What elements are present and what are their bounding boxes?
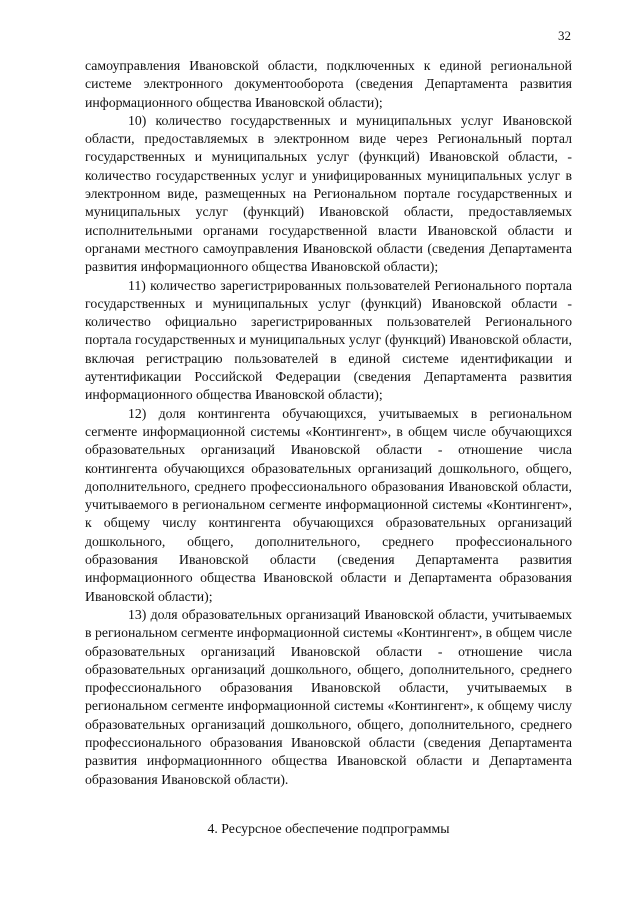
page-number: 32: [558, 28, 571, 43]
paragraph-continuation: самоуправления Ивановской области, подключенных к единой региональной системе электронного документооборота (сведения Департамента развития информационного общества Ивановской области);: [85, 58, 572, 110]
section-heading: 4. Ресурсное обеспечение подпрограммы: [207, 820, 450, 836]
paragraph-item-13: 13) доля образовательных организаций Ивановской области, учитываемых в региональном сегменте информационной системы «Контингент», в общем числе образовательных организаций Ивановской области - отношение числа образовательных организаций дошкольного, общего, дополнительного, среднего профессионального образования Ивановской области, учитываемых в региональном сегменте информационной системы «Контингент», к общему числу образовательных организаций дошкольного, общего, дополнительного, среднего профессионального образования Ивановской области (сведения Департамента развития информационнного общества Ивановской области и Департамента образования Ивановской области).: [85, 606, 572, 787]
paragraph-item-11: 11) количество зарегистрированных пользователей Регионального портала государственных и муниципальных услуг (функций) Ивановской области - количество официально зарегистрированных пользователей Регионального портала государственных и муниципальных услуг (функций) Ивановской области, включая регистрацию пользователей в единой системе идентификации и аутентификации Российской Федерации (сведения Департамента развития информационного общества Ивановской области);: [85, 277, 572, 403]
document-body: [85, 57, 572, 838]
paragraph-item-10: 10) количество государственных и муниципальных услуг Ивановской области, предоставляемых в электронном виде через Региональный портал государственных и муниципальных услуг (функций) Ивановской области, - количество государственных услуг и унифицированных муниципальных услуг в электронном виде, размещенных на Региональном портале государственных и муниципальных услуг (функций) Ивановской области, предоставляемых исполнительными органами государственной власти Ивановской области и органами местного самоуправления Ивановской области (сведения Департамента развития информационного общества Ивановской области);: [85, 112, 572, 275]
paragraph-item-12: 12) доля контингента обучающихся, учитываемых в региональном сегменте информационной системы «Контингент», в общем числе обучающихся образовательных организаций Ивановской области - отношение числа контингента обучающихся образовательных организаций дошкольного, общего, дополнительного, среднего профессионального образования Ивановской области, учитываемого в региональном сегменте информационной системы «Контингент», к общему числу контингента обучающихся образовательных организаций дошкольного, общего, дополнительного, среднего профессионального образования Ивановской области (сведения Департамента развития информационного общества Ивановской области и Департамента образования Ивановской области);: [85, 405, 572, 604]
